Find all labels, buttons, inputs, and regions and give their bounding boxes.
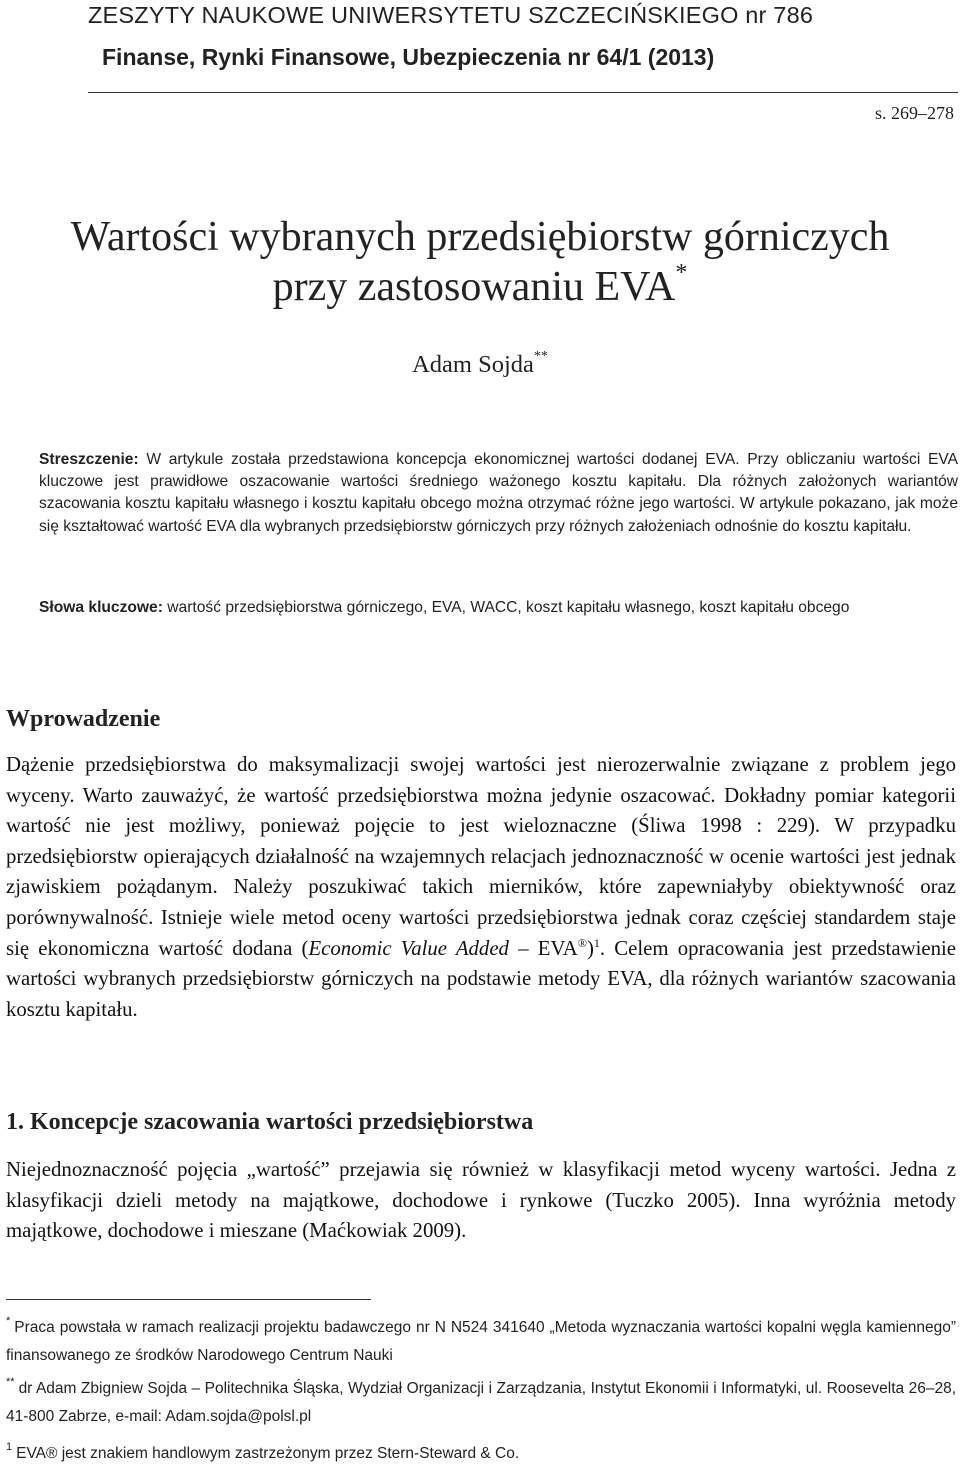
intro-italic-term: Economic Value Added xyxy=(308,936,509,960)
title-line-2: przy zastosowaniu EVA xyxy=(272,264,676,310)
author-name: Adam Sojda xyxy=(412,351,534,378)
abstract-label: Streszczenie: xyxy=(39,451,139,468)
abstract-text: W artykule została przedstawiona koncepcja ekonomicznej wartości dodanej EVA. Przy obliczaniu wartości EVA kluczowe jest prawidłowe oszacowanie wartości średniego ważonego kosztu kapitału. Dla różnych założonych wariantów szacowania kosztu kapitału własnego i kosztu kapitału obcego można otrzymać różne jego wartości. W artykule pokazano, jak może się kształtować wartość EVA dla wybranych przedsiębiorstw górniczych przy różnych założeniach odnośnie do kosztu kapitału. xyxy=(39,451,958,535)
footnote-text: dr Adam Zbigniew Sojda – Politechnika Śląska, Wydział Organizacji i Zarządzania, Instytut Ekonomii i Informatyki, ul. Roosevelta 26–28, 41-800 Zabrze, e-mail: Adam.sojda@polsl.pl xyxy=(6,1380,956,1425)
footnote-divider xyxy=(6,1299,371,1300)
title-footnote-mark[interactable]: * xyxy=(675,260,688,286)
keywords-text: wartość przedsiębiorstwa górniczego, EVA, WACC, koszt kapitału własnego, koszt kapitału obcego xyxy=(167,599,850,616)
footnote-item xyxy=(6,1314,956,1370)
abstract xyxy=(39,449,958,538)
author-name-block xyxy=(0,351,960,379)
registered-mark: ® xyxy=(577,935,587,950)
footnote-mark: ** xyxy=(6,1376,15,1388)
author-footnote-mark[interactable]: ** xyxy=(533,349,548,364)
intro-text-part-2: . Celem opracowania jest przedstawienie wartości wybranych przedsiębiorstw górniczych na podstawie metody EVA, dla różnych wariantów szacowania kosztu kapitału. xyxy=(6,936,956,1021)
footnote-item xyxy=(6,1440,956,1468)
title-line-1: Wartości wybranych przedsiębiorstw górniczych xyxy=(70,214,890,260)
footnote-text: EVA® jest znakiem handlowym zastrzeżonym przez Stern-Steward & Co. xyxy=(16,1445,520,1462)
journal-subtitle: Finanse, Rynki Finansowe, Ubezpieczenia nr 64/1 (2013) xyxy=(102,44,715,70)
footnote-mark: 1 xyxy=(6,1441,13,1453)
page-range: s. 269–278 xyxy=(874,103,954,123)
article-title xyxy=(0,212,960,312)
intro-eva: – EVA xyxy=(508,936,578,960)
keywords-label: Słowa kluczowe: xyxy=(39,599,163,616)
footnote-mark: * xyxy=(6,1315,11,1327)
header-divider xyxy=(88,92,958,93)
journal-series: ZESZYTY NAUKOWE UNIWERSYTETU SZCZECIŃSKIEGO nr 786 xyxy=(88,2,814,28)
intro-text-part-1: Dążenie przedsiębiorstwa do maksymalizacji swojej wartości jest nierozerwalnie związane z problem jego wyceny. Warto zauważyć, że wartość przedsiębiorstwa można jedynie oszacować. Dokładny pomiar kategorii wartość nie jest możliwy, ponieważ pojęcie to jest wieloznaczne (Śliwa 1998 : 229). W przypadku przedsiębiorstw opierających działalność na wzajemnych relacjach jednoznaczność w ocenie wartości jest jednak zjawiskiem pożądanym. Należy poszukiwać takich mierników, które zapewniałyby obiektywność oraz porównywalność. Istnieje wiele metod oceny wartości przedsiębiorstwa jednak coraz częściej standardem staje się ekonomiczna wartość dodana ( xyxy=(6,753,956,960)
footnote-text: Praca powstała w ramach realizacji projektu badawczego nr N N524 341640 „Metoda wyznaczania wartości kopalni węgla kamiennego” finansowanego ze środków Narodowego Centrum Nauki xyxy=(6,1319,956,1364)
section-1-heading: 1. Koncepcje szacowania wartości przedsiębiorstwa xyxy=(6,1109,534,1135)
intro-close-paren: ) xyxy=(586,936,594,960)
section-1-paragraph: Niejednoznaczność pojęcia „wartość” przejawia się również w klasyfikacji metod wyceny wartości. Jedna z klasyfikacji dzieli metody na majątkowe, dochodowe i rynkowe (Tuczko 2005). Inna wyróżnia metody majątkowe, dochodowe i mieszane (Maćkowiak 2009). xyxy=(6,1158,956,1243)
footnote-item xyxy=(6,1375,956,1431)
intro-heading: Wprowadzenie xyxy=(6,706,161,732)
keywords xyxy=(39,596,958,619)
footnote-ref-1[interactable]: 1 xyxy=(593,935,600,950)
intro-paragraph xyxy=(6,750,956,1025)
